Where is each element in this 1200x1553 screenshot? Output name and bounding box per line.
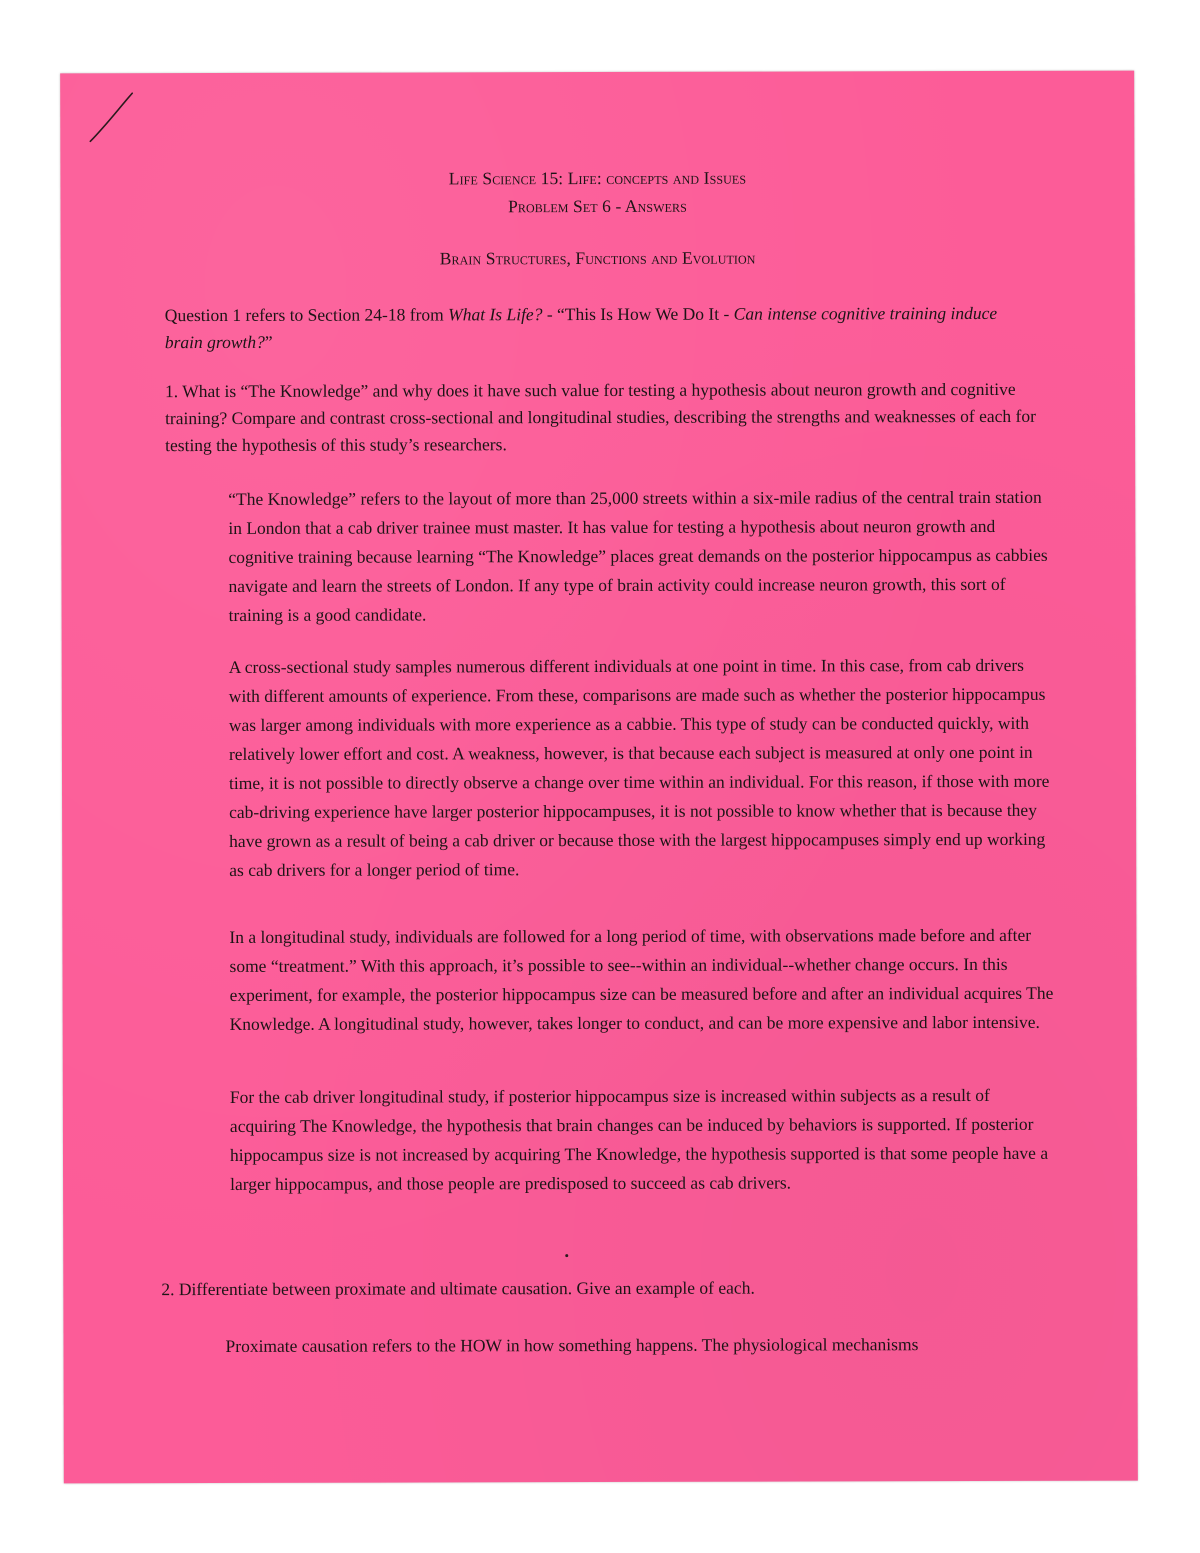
- intro-prefix: Question 1 refers to Section 24-18 from: [164, 304, 449, 326]
- intro-middle: - “This Is How We Do It -: [542, 303, 734, 325]
- answer-paragraph-conclusion: For the cab driver longitudinal study, if posterior hippocampus size is increased within subjects as a result of acquiring The Knowledge, the hypothesis that brain changes can be induced by behaviors is supported. If posterior hippocampus size is not increased by acquiring The Knowledge, the hypothesis supported is that some people have a larger hippocampus, and those people are predisposed to succeed as cab drivers.: [229, 1084, 1049, 1194]
- answer-paragraph-knowledge: “The Knowledge” refers to the layout of more than 25,000 streets within a six-mile radius of the central train station in London that a cab driver trainee must master. It has value for testing a hypothesis about neuron growth and cognitive training because learning “The Knowledge” places great demands on the posterior hippocampus as cabbies navigate and learn the streets of London. If any type of brain activity could increase neuron growth, this sort of training is a good candidate.: [228, 486, 1048, 625]
- stray-dot: [565, 1254, 568, 1257]
- section-subtitle: Can intense cognitive training induce brain growth?: [164, 302, 998, 353]
- question-1-intro: [165, 300, 1025, 356]
- book-title: What Is Life?: [448, 304, 543, 325]
- section-title: Brain Structures, Functions and Evolution: [439, 247, 756, 269]
- answer-paragraph-cross-sectional: A cross-sectional study samples numerous different individuals at one point in time. In this case, from cab drivers with different amounts of experience. From these, comparisons are made such as whether the posterior hippocampus was larger among individuals with more experience as a cabbie. This type of study can be conducted quickly, with relatively lower effort and cost. A weakness, however, is that because each subject is measured at only one point in time, it is not possible to directly observe a change over time within an individual. For this reason, if those with more cab-driving experience have larger posterior hippocampuses, it is not possible to know whether that is because they have grown as a result of being a cab driver or because those with the largest hippocampuses simply end up working as cab drivers for a longer period of time.: [228, 654, 1050, 880]
- problem-set-title: Problem Set 6 - Answers: [508, 195, 687, 217]
- problem-set-page: [60, 71, 1138, 1484]
- answer-2-start: Proximate causation refers to the HOW in how something happens. The physiological mechanisms: [225, 1334, 919, 1356]
- question-1: 1. What is “The Knowledge” and why does it have such value for testing a hypothesis about neuron growth and cognitive training? Compare and contrast cross-sectional and longitudinal studies, describing the strengths and weaknesses of each for testing the hypothesis of this study’s researchers.: [164, 378, 1036, 456]
- pen-check-mark: [82, 87, 142, 147]
- question-2: 2. Differentiate between proximate and ultimate causation. Give an example of each.: [161, 1277, 755, 1300]
- intro-suffix: ”: [264, 331, 273, 352]
- answer-paragraph-longitudinal: In a longitudinal study, individuals are followed for a long period of time, with observations made before and after some “treatment.” With this approach, it’s possible to see--within an individual--whether change occurs. In this experiment, for example, the posterior hippocampus size can be measured before and after an individual acquires The Knowledge. A longitudinal study, however, takes longer to conduct, and can be more expensive and labor intensive.: [229, 924, 1054, 1034]
- course-title: Life Science 15: Life: concepts and Issues: [448, 167, 747, 189]
